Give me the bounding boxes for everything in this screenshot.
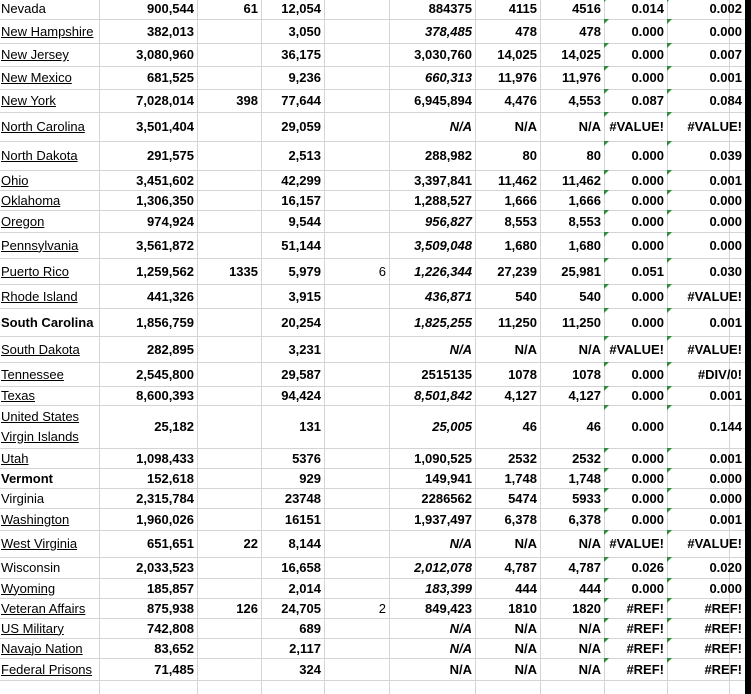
cell-col-e[interactable]: 2 — [378, 600, 386, 616]
cell-col-d[interactable]: 51,144 — [281, 237, 321, 253]
cell-col-e[interactable] — [324, 448, 389, 468]
cell-col-d[interactable]: 324 — [299, 661, 321, 677]
row-name-cell[interactable]: New Mexico — [1, 70, 72, 85]
cell-col-h[interactable]: 25,981 — [561, 263, 601, 279]
cell-col-c[interactable]: 22 — [243, 536, 258, 551]
cell-col-h[interactable]: N/A — [578, 341, 601, 357]
cell-col-h[interactable]: 4,553 — [568, 93, 601, 108]
cell-col-g[interactable]: 1,680 — [504, 237, 537, 253]
cell-col-c[interactable] — [197, 112, 261, 141]
cell-col-i[interactable]: 0.000 — [604, 468, 667, 488]
cell-col-i[interactable]: 0.000 — [604, 448, 667, 468]
cell-col-j[interactable]: 0.002 — [667, 0, 745, 19]
cell-col-j[interactable]: 0.039 — [667, 141, 745, 170]
cell-col-j[interactable]: 0.000 — [667, 578, 745, 598]
cell-col-d[interactable]: 20,254 — [281, 314, 321, 330]
cell-col-c[interactable] — [197, 210, 261, 232]
cell-col-b[interactable]: 3,501,404 — [136, 119, 194, 134]
cell-col-g[interactable]: N/A — [514, 119, 537, 134]
cell-col-j[interactable]: #VALUE! — [667, 336, 745, 362]
cell-col-b[interactable]: 441,326 — [147, 288, 194, 304]
cell-col-c[interactable] — [197, 578, 261, 598]
cell-col-i[interactable]: 0.000 — [604, 578, 667, 598]
cell-col-b[interactable]: 3,451,602 — [136, 172, 194, 188]
cell-col-g[interactable]: 46 — [522, 419, 537, 434]
cell-col-e[interactable] — [324, 618, 389, 638]
cell-col-b[interactable]: 1,306,350 — [136, 192, 194, 208]
window-edge-bar — [745, 0, 751, 694]
cell-col-b[interactable]: 900,544 — [147, 0, 194, 16]
cell-col-j[interactable]: 0.001 — [667, 66, 745, 89]
cell-col-e[interactable] — [324, 638, 389, 658]
cell-col-j[interactable]: 0.084 — [667, 89, 745, 112]
cell-col-e[interactable] — [324, 557, 389, 578]
cell-col-d[interactable]: 3,050 — [288, 23, 321, 39]
cell-col-h[interactable]: 5933 — [572, 490, 601, 506]
cell-col-b[interactable]: 742,808 — [147, 620, 194, 636]
cell-col-f[interactable]: N/A — [449, 119, 472, 134]
cell-col-f[interactable]: 149,941 — [425, 470, 472, 486]
cell-col-h[interactable]: 46 — [586, 419, 601, 434]
row-name-cell[interactable]: Virginia — [1, 490, 45, 506]
cell-col-c[interactable] — [197, 284, 261, 308]
cell-col-c[interactable]: 1335 — [229, 263, 258, 279]
cell-col-h[interactable]: 4,127 — [568, 388, 601, 403]
cell-col-f[interactable]: N/A — [449, 620, 472, 636]
cell-col-b[interactable]: 1,856,759 — [136, 314, 194, 330]
cell-col-f[interactable]: 1,090,525 — [414, 450, 472, 466]
cell-col-d[interactable]: 5376 — [292, 450, 321, 466]
row-name-cell[interactable]: US Military — [1, 620, 64, 636]
cell-col-f[interactable]: 288,982 — [425, 148, 472, 163]
row-name-line: United States — [1, 408, 80, 424]
cell-col-c[interactable] — [197, 638, 261, 658]
cell-col-e[interactable] — [324, 362, 389, 386]
row-name-line: Virgin Islands — [1, 428, 79, 444]
cell-col-g[interactable]: 6,378 — [504, 511, 537, 527]
cell-col-c[interactable] — [197, 232, 261, 258]
row-name-cell[interactable]: North Dakota — [1, 148, 78, 163]
cell-col-h[interactable]: 540 — [579, 288, 601, 304]
cell-col-h[interactable]: 11,462 — [561, 172, 601, 188]
cell-col-j[interactable]: 0.030 — [667, 258, 745, 284]
cell-col-i[interactable]: #REF! — [604, 658, 667, 680]
cell-col-e[interactable] — [324, 468, 389, 488]
cell-col-h[interactable]: 11,976 — [561, 70, 601, 85]
row-name-cell[interactable]: Rhode Island — [1, 288, 78, 304]
cell-col-h[interactable]: N/A — [578, 661, 601, 677]
cell-col-e[interactable] — [324, 43, 389, 66]
cell-col-e[interactable] — [324, 112, 389, 141]
cell-col-e[interactable] — [324, 19, 389, 43]
cell-col-b[interactable]: 2,033,523 — [136, 560, 194, 575]
cell-col-c[interactable] — [197, 405, 261, 448]
cell-col-f[interactable]: N/A — [449, 661, 472, 677]
cell-col-i[interactable]: 0.000 — [604, 508, 667, 530]
cell-col-h[interactable]: 1,680 — [568, 237, 601, 253]
cell-col-b[interactable]: 3,561,872 — [136, 237, 194, 253]
row-name-cell[interactable]: New Jersey — [1, 47, 69, 62]
cell-col-b[interactable]: 185,857 — [147, 580, 194, 596]
cell-col-g[interactable]: 27,239 — [497, 263, 537, 279]
cell-col-f[interactable]: 660,313 — [425, 70, 472, 85]
cell-col-j[interactable]: 0.000 — [667, 210, 745, 232]
cell-col-h[interactable]: 4516 — [572, 0, 601, 16]
row-name-cell[interactable]: Ohio — [1, 172, 29, 188]
row-name-cell[interactable]: Wisconsin — [1, 560, 61, 575]
cell-col-f[interactable]: 884375 — [428, 0, 472, 16]
cell-col-i[interactable]: 0.014 — [604, 0, 667, 19]
cell-col-d[interactable]: 3,231 — [288, 341, 321, 357]
cell-col-f[interactable]: 8,501,842 — [414, 388, 472, 403]
cell-col-e[interactable]: 6 — [378, 263, 386, 279]
cell-col-h[interactable]: N/A — [578, 536, 601, 551]
cell-col-j[interactable]: 0.144 — [667, 405, 745, 448]
cell-col-e[interactable] — [324, 170, 389, 190]
cell-col-f[interactable]: 956,827 — [425, 213, 472, 229]
cell-col-f[interactable]: N/A — [449, 640, 472, 656]
cell-col-i[interactable]: 0.000 — [604, 232, 667, 258]
row-name-cell[interactable]: Navajo Nation — [1, 640, 83, 656]
cell-col-h[interactable]: 444 — [579, 580, 601, 596]
cell-col-f[interactable]: 3,509,048 — [414, 237, 472, 253]
cell-col-c[interactable] — [197, 557, 261, 578]
cell-col-d[interactable]: 36,175 — [281, 47, 321, 62]
cell-col-c[interactable] — [197, 308, 261, 336]
cell-col-e[interactable] — [324, 405, 389, 448]
cell-col-i[interactable]: 0.000 — [604, 488, 667, 508]
cell-col-j[interactable]: 0.000 — [667, 232, 745, 258]
row-name-cell[interactable]: Oregon — [1, 213, 45, 229]
row-name-cell[interactable]: New Hampshire — [1, 23, 94, 39]
cell-col-b[interactable]: 651,651 — [147, 536, 194, 551]
cell-col-i[interactable]: 0.000 — [604, 284, 667, 308]
cell-col-j[interactable]: 0.001 — [667, 508, 745, 530]
cell-col-b[interactable]: 2,315,784 — [136, 490, 194, 506]
cell-col-g[interactable]: 478 — [515, 23, 537, 39]
cell-col-i[interactable]: 0.000 — [604, 19, 667, 43]
cell-col-j[interactable]: 0.000 — [667, 190, 745, 210]
cell-col-h[interactable]: 1820 — [572, 600, 601, 616]
cell-col-g[interactable]: 5474 — [508, 490, 537, 506]
cell-col-j[interactable]: 0.007 — [667, 43, 745, 66]
cell-col-e[interactable] — [324, 141, 389, 170]
row-name-cell[interactable]: Federal Prisons — [1, 661, 93, 677]
row-name-cell[interactable]: South Carolina — [1, 314, 94, 330]
cell-col-b[interactable]: 83,652 — [154, 640, 194, 656]
cell-col-b[interactable]: 1,960,026 — [136, 511, 194, 527]
cell-col-i[interactable]: 0.000 — [604, 190, 667, 210]
cell-col-j[interactable]: 0.001 — [667, 386, 745, 405]
cell-col-g[interactable]: 1810 — [508, 600, 537, 616]
row-name-cell[interactable]: Tennessee — [1, 366, 64, 382]
cell-col-f[interactable]: 436,871 — [425, 288, 472, 304]
cell-col-e[interactable] — [324, 232, 389, 258]
cell-col-g[interactable]: 1078 — [508, 366, 537, 382]
cell-col-f[interactable]: 1,288,527 — [414, 192, 472, 208]
cell-col-f[interactable]: 3,030,760 — [414, 47, 472, 62]
cell-col-e[interactable] — [324, 578, 389, 598]
cell-col-f[interactable]: 2,012,078 — [414, 560, 472, 575]
cell-col-j[interactable]: 0.020 — [667, 557, 745, 578]
cell-col-h[interactable]: N/A — [578, 620, 601, 636]
row-name-cell[interactable]: Oklahoma — [1, 192, 61, 208]
cell-col-j[interactable]: #REF! — [667, 638, 745, 658]
cell-col-d[interactable]: 16,658 — [281, 560, 321, 575]
cell-col-f[interactable]: 25,005 — [432, 419, 472, 434]
cell-col-g[interactable]: 4,476 — [504, 93, 537, 108]
cell-col-b[interactable]: 3,080,960 — [136, 47, 194, 62]
cell-col-d[interactable]: 29,587 — [281, 366, 321, 382]
cell-col-g[interactable]: 8,553 — [504, 213, 537, 229]
cell-col-e[interactable] — [324, 386, 389, 405]
cell-col-d[interactable]: 24,705 — [281, 600, 321, 616]
cell-col-j[interactable]: #VALUE! — [667, 284, 745, 308]
cell-col-g[interactable]: 2532 — [508, 450, 537, 466]
cell-col-i[interactable]: #REF! — [604, 618, 667, 638]
cell-col-d[interactable]: 2,014 — [288, 580, 321, 596]
cell-col-d[interactable]: 2,117 — [289, 640, 321, 656]
cell-col-h[interactable]: 8,553 — [568, 213, 601, 229]
cell-col-g[interactable]: 4115 — [508, 0, 537, 16]
cell-col-e[interactable] — [324, 89, 389, 112]
cell-col-e[interactable] — [324, 336, 389, 362]
cell-col-g[interactable]: 4,787 — [504, 560, 537, 575]
cell-col-h[interactable]: 1,666 — [568, 192, 601, 208]
cell-col-h[interactable]: 1,748 — [568, 470, 601, 486]
cell-col-f[interactable]: 1,937,497 — [414, 511, 472, 527]
cell-col-e[interactable] — [324, 308, 389, 336]
cell-col-g[interactable]: 540 — [515, 288, 537, 304]
cell-col-g[interactable]: 4,127 — [504, 388, 537, 403]
cell-col-d[interactable]: 77,644 — [281, 93, 321, 108]
cell-col-c[interactable]: 398 — [236, 93, 258, 108]
cell-col-d[interactable]: 689 — [299, 620, 321, 636]
cell-col-d[interactable]: 23748 — [284, 490, 321, 506]
cell-col-c[interactable] — [197, 508, 261, 530]
cell-col-b[interactable]: 152,618 — [147, 470, 194, 486]
cell-col-g[interactable]: 444 — [515, 580, 537, 596]
cell-col-e[interactable] — [324, 284, 389, 308]
cell-col-b[interactable]: 974,924 — [147, 213, 194, 229]
cell-col-j[interactable]: 0.000 — [667, 19, 745, 43]
cell-col-d[interactable]: 8,144 — [288, 536, 321, 551]
cell-col-e[interactable] — [324, 658, 389, 680]
cell-col-i[interactable]: 0.000 — [604, 362, 667, 386]
cell-col-e[interactable] — [324, 66, 389, 89]
cell-col-g[interactable]: 80 — [522, 148, 537, 163]
cell-col-i[interactable]: 0.026 — [604, 557, 667, 578]
cell-col-j[interactable]: 0.000 — [667, 488, 745, 508]
row-name-cell[interactable]: Puerto Rico — [1, 263, 69, 279]
cell-col-f[interactable]: 1,226,344 — [414, 263, 472, 279]
row-name-cell[interactable]: South Dakota — [1, 341, 80, 357]
cell-col-g[interactable]: N/A — [514, 341, 537, 357]
cell-col-c[interactable] — [197, 658, 261, 680]
cell-col-i[interactable]: #REF! — [604, 638, 667, 658]
cell-col-h[interactable]: 11,250 — [561, 314, 601, 330]
cell-col-c[interactable] — [197, 488, 261, 508]
row-name-cell[interactable]: Wyoming — [1, 580, 56, 596]
cell-col-g[interactable]: 14,025 — [497, 47, 537, 62]
cell-col-j[interactable]: 0.000 — [667, 468, 745, 488]
cell-col-i[interactable]: 0.000 — [604, 170, 667, 190]
cell-col-f[interactable]: N/A — [449, 341, 472, 357]
cell-col-g[interactable]: 11,250 — [497, 314, 537, 330]
row-name-cell[interactable]: New York — [1, 93, 56, 108]
cell-col-d[interactable]: 16151 — [284, 511, 321, 527]
cell-col-c[interactable]: 61 — [243, 0, 258, 16]
cell-col-d[interactable]: 9,544 — [288, 213, 321, 229]
cell-col-i[interactable]: 0.000 — [604, 405, 667, 448]
cell-col-i[interactable]: #VALUE! — [604, 530, 667, 557]
cell-col-b[interactable]: 282,895 — [147, 341, 194, 357]
cell-col-f[interactable]: N/A — [449, 536, 472, 551]
cell-col-b[interactable]: 2,545,800 — [136, 366, 194, 382]
cell-col-c[interactable] — [197, 362, 261, 386]
cell-col-d[interactable]: 29,059 — [281, 119, 321, 134]
cell-col-d[interactable]: 2,513 — [288, 148, 321, 163]
cell-col-b[interactable]: 1,259,562 — [136, 263, 194, 279]
cell-col-b[interactable]: 875,938 — [147, 600, 194, 616]
cell-col-b[interactable]: 7,028,014 — [136, 93, 194, 108]
cell-col-b[interactable]: 71,485 — [154, 661, 194, 677]
cell-col-i[interactable]: 0.000 — [604, 386, 667, 405]
row-name-cell[interactable]: West Virginia — [1, 536, 78, 551]
row-name-cell[interactable]: Utah — [1, 450, 29, 466]
cell-col-g[interactable]: N/A — [514, 640, 537, 656]
cell-col-b[interactable]: 382,013 — [147, 23, 194, 39]
cell-col-c[interactable] — [197, 141, 261, 170]
cell-col-g[interactable]: N/A — [514, 661, 537, 677]
cell-col-f[interactable]: 2286562 — [421, 490, 472, 506]
cell-col-d[interactable]: 3,915 — [288, 288, 321, 304]
cell-col-h[interactable]: 80 — [586, 148, 601, 163]
cell-col-h[interactable]: 4,787 — [568, 560, 601, 575]
cell-col-d[interactable]: 94,424 — [281, 388, 321, 403]
row-name-cell[interactable]: Veteran Affairs — [1, 600, 86, 616]
cell-col-c[interactable] — [197, 448, 261, 468]
cell-col-i[interactable]: 0.000 — [604, 66, 667, 89]
cell-col-b[interactable]: 25,182 — [154, 419, 194, 434]
cell-col-d[interactable]: 16,157 — [281, 192, 321, 208]
cell-col-h[interactable]: 1078 — [572, 366, 601, 382]
cell-col-f[interactable]: 183,399 — [425, 580, 472, 596]
cell-col-g[interactable]: N/A — [514, 536, 537, 551]
cell-col-j[interactable]: #DIV/0! — [667, 362, 745, 386]
cell-col-g[interactable]: 1,748 — [504, 470, 537, 486]
cell-col-f[interactable]: 6,945,894 — [414, 93, 472, 108]
cell-col-b[interactable]: 8,600,393 — [136, 388, 194, 403]
cell-col-b[interactable]: 291,575 — [147, 148, 194, 163]
cell-col-e[interactable] — [324, 508, 389, 530]
grid-row-line — [0, 680, 751, 681]
cell-col-i[interactable]: 0.000 — [604, 210, 667, 232]
cell-col-e[interactable] — [324, 0, 389, 19]
cell-col-h[interactable]: 14,025 — [561, 47, 601, 62]
cell-col-j[interactable]: 0.001 — [667, 448, 745, 468]
cell-col-e[interactable] — [324, 210, 389, 232]
cell-col-c[interactable] — [197, 190, 261, 210]
cell-col-j[interactable]: 0.001 — [667, 308, 745, 336]
row-name-cell[interactable]: Washington — [1, 511, 70, 527]
cell-col-j[interactable]: 0.001 — [667, 170, 745, 190]
cell-col-c[interactable] — [197, 618, 261, 638]
row-name-cell[interactable]: Texas — [1, 388, 35, 403]
cell-col-h[interactable]: 6,378 — [568, 511, 601, 527]
cell-col-b[interactable]: 1,098,433 — [136, 450, 194, 466]
cell-col-j[interactable]: #VALUE! — [667, 112, 745, 141]
row-name-cell[interactable] — [0, 405, 99, 448]
cell-col-i[interactable]: 0.051 — [604, 258, 667, 284]
cell-col-d[interactable]: 131 — [299, 419, 321, 434]
cell-col-j[interactable]: #VALUE! — [667, 530, 745, 557]
cell-col-d[interactable]: 9,236 — [288, 70, 321, 85]
cell-col-c[interactable] — [197, 336, 261, 362]
cell-col-g[interactable]: 1,666 — [504, 192, 537, 208]
cell-col-i[interactable]: #REF! — [604, 598, 667, 618]
cell-col-f[interactable]: 1,825,255 — [414, 314, 472, 330]
row-name-cell[interactable]: Pennsylvania — [1, 237, 79, 253]
cell-col-i[interactable]: #VALUE! — [604, 112, 667, 141]
cell-col-h[interactable]: N/A — [578, 119, 601, 134]
cell-col-c[interactable]: 126 — [236, 600, 258, 616]
cell-col-f[interactable]: 3,397,841 — [414, 172, 472, 188]
cell-col-j[interactable]: #REF! — [667, 658, 745, 680]
cell-col-f[interactable]: 2515135 — [421, 366, 472, 382]
cell-col-b[interactable]: 681,525 — [147, 70, 194, 85]
cell-col-g[interactable]: 11,976 — [497, 70, 537, 85]
cell-col-c[interactable] — [197, 386, 261, 405]
cell-col-f[interactable]: 849,423 — [425, 600, 472, 616]
row-name-cell[interactable]: North Carolina — [1, 119, 85, 134]
cell-col-g[interactable]: N/A — [514, 620, 537, 636]
cell-col-d[interactable]: 42,299 — [281, 172, 321, 188]
cell-col-e[interactable] — [324, 488, 389, 508]
cell-col-f[interactable]: 378,485 — [425, 23, 472, 39]
cell-col-c[interactable] — [197, 43, 261, 66]
cell-col-j[interactable]: #REF! — [667, 598, 745, 618]
cell-col-i[interactable]: 0.000 — [604, 43, 667, 66]
cell-col-h[interactable]: 2532 — [572, 450, 601, 466]
row-name-cell[interactable]: Nevada — [1, 0, 46, 16]
cell-col-e[interactable] — [324, 530, 389, 557]
cell-col-c[interactable] — [197, 66, 261, 89]
cell-col-i[interactable]: 0.000 — [604, 141, 667, 170]
cell-col-e[interactable] — [324, 190, 389, 210]
cell-col-i[interactable]: #VALUE! — [604, 336, 667, 362]
cell-col-c[interactable] — [197, 468, 261, 488]
cell-col-d[interactable]: 929 — [299, 470, 321, 486]
cell-col-g[interactable]: 11,462 — [497, 172, 537, 188]
row-name-cell[interactable]: Vermont — [1, 470, 54, 486]
cell-col-h[interactable]: 478 — [579, 23, 601, 39]
cell-col-i[interactable]: 0.000 — [604, 308, 667, 336]
cell-col-j[interactable]: #REF! — [667, 618, 745, 638]
cell-col-c[interactable] — [197, 19, 261, 43]
cell-col-h[interactable]: N/A — [578, 640, 601, 656]
cell-col-i[interactable]: 0.087 — [604, 89, 667, 112]
cell-col-d[interactable]: 5,979 — [288, 263, 321, 279]
cell-col-c[interactable] — [197, 170, 261, 190]
cell-col-d[interactable]: 12,054 — [281, 0, 321, 16]
